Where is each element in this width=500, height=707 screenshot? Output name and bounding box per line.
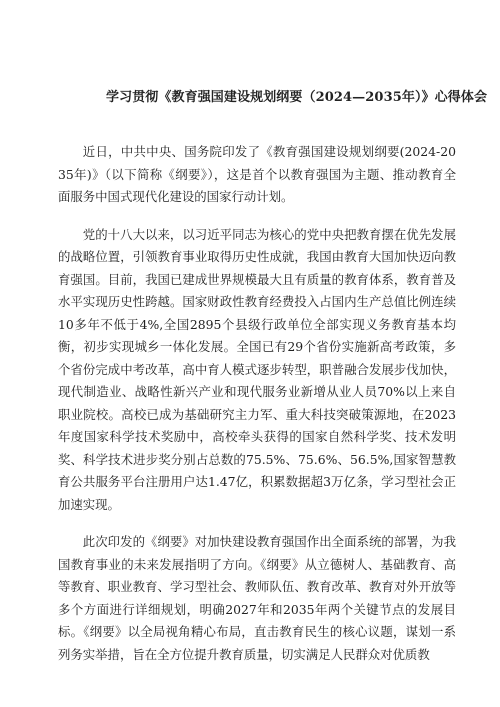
paragraph-3: 此次印发的《纲要》对加快建设教育强国作出全面系统的部署，为我国教育事业的未来发展指明了方向。《纲要》从立德树人、基础教育、高等教育、职业教育、学习型社会、教师队伍、教育改革、教育对外开放等多个方面进行详细规划，明确2027年和2035年两个关键节点的发展目标。《纲要》以全局视角精心布局，直击教育民生的核心议题，谋划一系列务实举措，旨在全方位提升教育质量，切实满足人民群众对优质教 xyxy=(58,534,456,662)
document-title: 学习贯彻《教育强国建设规划纲要（2024—2035年）》心得体会 xyxy=(106,90,488,105)
paragraph-1: 近日，中共中央、国务院印发了《教育强国建设规划纲要(2024-2035年)》（以下简称《纲要》），这是首个以教育强国为主题、推动教育全面服务中国式现代化建设的国家行动计划。 xyxy=(58,144,456,204)
document-body xyxy=(58,141,456,666)
paragraph-2: 党的十八大以来，以习近平同志为核心的党中央把教育摆在优先发展的战略位置，引领教育事业取得历史性成就，我国由教育大国加快迈向教育强国。目前，我国已建成世界规模最大且有质量的教育体系，教育普及水平实现历史性跨越。国家财政性教育经费投入占国内生产总值比例连续10多年不低于4%,全国2895个县级行政单位全部实现义务教育基本均衡，初步实现城乡一体化发展。全国已有29个省份实施新高考政策，多个省份完成中考改革，高中育人模式逐步转型，职普融合发展步伐加快，现代制造业、战略性新兴产业和现代服务业新增从业人员70%以上来自职业院校。高校已成为基础研究主力军、重大科技突破策源地，在2023年度国家科学技术奖励中，高校牵头获得的国家自然科学奖、技术发明奖、科学技术进步奖分别占总数的75.5%、75.6%、56.5%,国家智慧教育公共服务平台注册用户达1.47亿，积累数据超3万亿条，学习型社会正加速实现。 xyxy=(58,226,456,512)
